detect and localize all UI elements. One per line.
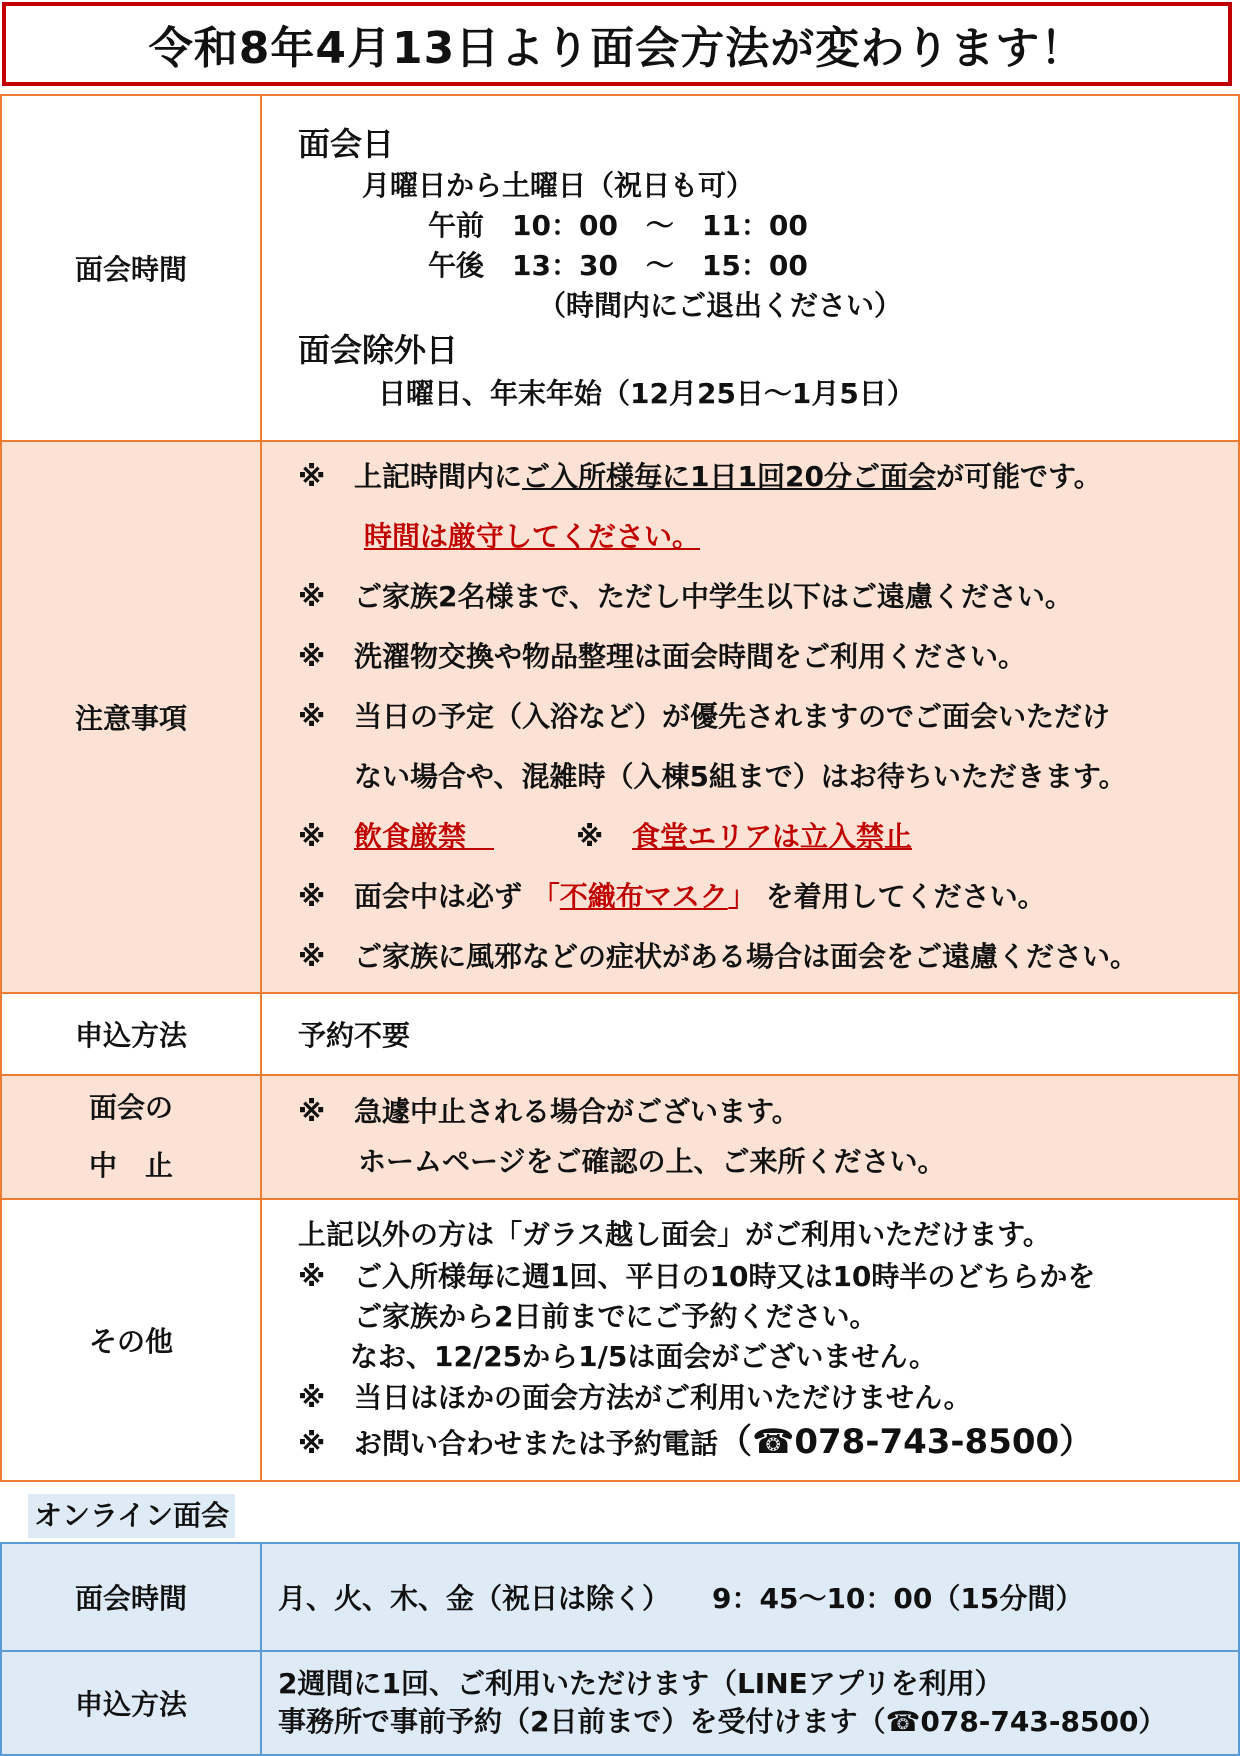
other-1: ※ ご入所様毎に週1回、平日の10時又は10時半のどちらかを [298, 1260, 1096, 1293]
label-online-hours: 面会時間 [1, 1543, 261, 1651]
visit-day-heading: 面会日 [298, 125, 395, 163]
label-notes: 注意事項 [1, 441, 261, 993]
row-cancel [1, 1075, 1239, 1199]
visit-pm: 午後 13：30 ～ 15：00 [428, 249, 808, 282]
other-3: ※ お問い合わせまたは予約電話（☎078-743-8500） [298, 1422, 1094, 1462]
online-apply-2: 事務所で事前予約（2日前まで）を受付けます（☎078-743-8500） [278, 1705, 1167, 1738]
row-notes: 注意事項 ※ 上記時間内にご入所様毎に1日1回20分ご面会が可能です。 時間は厳守してください。 ※ ご家族2名様まで、ただし中学生以下はご遠慮ください。 ※ 洗濯物交換や物品整理は面会時間をご利用ください。 ※ 当日の予定（入浴など）が優先されますのでご面会いただけ ない場合や、混雑時（入棟5組まで）はお待ちいただきます。 ※ 飲食厳禁 ※ 食堂エリアは立入禁止 ※ 面会中は必ず 「不織布マスク」 を着用してください。 ※ ご家族に風邪などの症状がある場合は面会をご遠慮ください。 [1, 441, 1239, 993]
label-visit-hours: 面会時間 [1, 95, 261, 441]
note-3: ※ 洗濯物交換や物品整理は面会時間をご利用ください。 [298, 640, 1027, 673]
label-cancel-1: 面会の [88, 1091, 173, 1124]
note-7: ※ ご家族に風邪などの症状がある場合は面会をご遠慮ください。 [298, 940, 1139, 973]
phone-number: （☎078-743-8500） [718, 1422, 1094, 1462]
row-apply [1, 993, 1239, 1075]
note-4: ※ 当日の予定（入浴など）が優先されますのでご面会いただけ [298, 700, 1111, 733]
row-online-apply [1, 1651, 1239, 1755]
label-other: その他 [1, 1199, 261, 1481]
online-heading: オンライン面会 [28, 1494, 235, 1538]
cancel-line-1: ※ 急遽中止される場合がございます。 [298, 1095, 800, 1128]
note-cafeteria: 食堂エリアは立入禁止 [632, 820, 913, 853]
label-apply: 申込方法 [1, 993, 261, 1075]
row-online-hours [1, 1543, 1239, 1651]
online-table [0, 1542, 1240, 1756]
visit-note: （時間内にご退出ください） [538, 289, 903, 322]
apply-value: 予約不要 [261, 993, 1239, 1075]
note-5: ※ 飲食厳禁 ※ 食堂エリアは立入禁止 [298, 807, 1238, 867]
note-2: ※ ご家族2名様まで、ただし中学生以下はご遠慮ください。 [298, 580, 1073, 613]
page-title: 令和8年4月13日より面会方法が変わります！ [2, 2, 1232, 86]
visit-info-table [0, 94, 1240, 1482]
excluded-days: 日曜日、年末年始（12月25日～1月5日） [378, 377, 915, 410]
visit-days: 月曜日から土曜日（祝日も可） [362, 169, 755, 202]
note-strict-time: 時間は厳守してください。 [364, 520, 701, 553]
note-1: ※ 上記時間内にご入所様毎に1日1回20分ご面会が可能です。 [298, 447, 1238, 507]
note-mark: ※ [298, 460, 326, 493]
label-online-apply: 申込方法 [1, 1651, 261, 1755]
cancel-line-2: ホームページをご確認の上、ご来所ください。 [358, 1145, 946, 1178]
note-6: ※ 面会中は必ず 「不織布マスク」 を着用してください。 [298, 880, 1046, 913]
note-mask: 不織布マスク [559, 880, 728, 913]
row-visit-hours [1, 95, 1239, 441]
visit-am: 午前 10：00 ～ 11：00 [428, 209, 808, 242]
other-2: ※ 当日はほかの面会方法がご利用いただけません。 [298, 1381, 972, 1414]
other-intro: 上記以外の方は「ガラス越し面会」がご利用いただけます。 [298, 1218, 1051, 1251]
online-hours-value: 月、火、木、金（祝日は除く） 9：45～10：00（15分間） [261, 1543, 1239, 1651]
excluded-day-heading: 面会除外日 [298, 331, 459, 369]
label-cancel-2: 中 止 [88, 1149, 173, 1182]
note-no-food: 飲食厳禁 [354, 820, 495, 853]
online-apply-1: 2週間に1回、ご利用いただけます（LINEアプリを利用） [278, 1667, 1003, 1700]
row-other: その他 上記以外の方は「ガラス越し面会」がご利用いただけます。 ※ ご入所様毎に週1回、平日の10時又は10時半のどちらかを ご家族から2日前までにご予約ください。 なお、12/25から1/5は面会がございません。 ※ 当日はほかの面会方法がご利用いただけません。 ※ お問い合わせまたは予約電話（☎078-743-8500） [1, 1199, 1239, 1481]
